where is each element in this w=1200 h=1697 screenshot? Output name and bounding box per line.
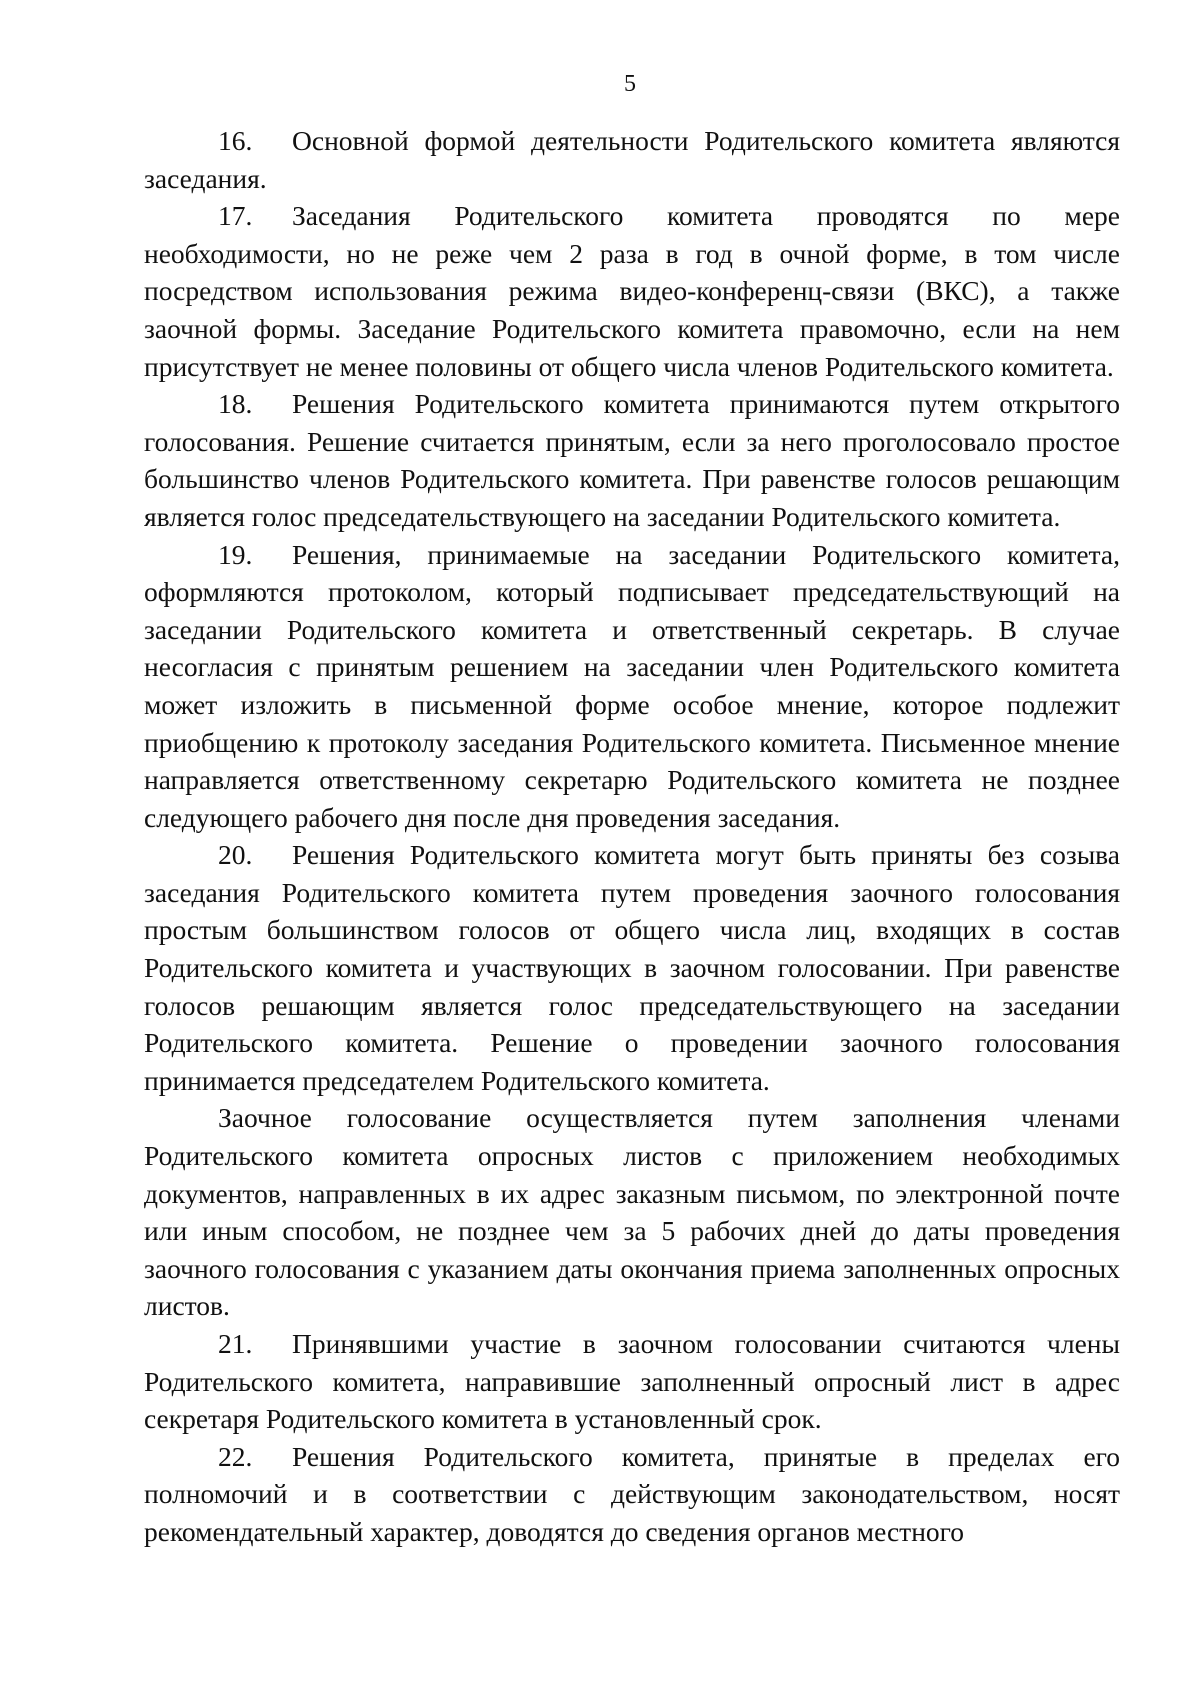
paragraph-19 <box>144 536 1120 837</box>
paragraph-text: Заочное голосование осуществляется путем заполнения членами Родительского комитета опросных листов с приложением необходимых документов, направленных в их адрес заказным письмом, по электронной почте или иным способом, не позднее чем за 5 рабочих дней до даты проведения заочного голосования с указанием даты окончания приема заполненных опросных листов. <box>144 1102 1120 1322</box>
paragraph-text: Основной формой деятельности Родительского комитета являются заседания. <box>144 125 1120 194</box>
paragraph-text: Решения Родительского комитета могут быть приняты без созыва заседания Родительского комитета путем проведения заочного голосования простым большинством голосов от общего числа лиц, входящих в состав Родительского комитета и участвующих в заочном голосовании. При равенстве голосов решающим является голос председательствующего на заседании Родительского комитета. Решение о проведении заочного голосования принимается председателем Родительского комитета. <box>144 839 1120 1096</box>
paragraph-text: Решения Родительского комитета принимаются путем открытого голосования. Решение считается принятым, если за него проголосовало простое большинство членов Родительского комитета. При равенстве голосов решающим является голос председательствующего на заседании Родительского комитета. <box>144 388 1120 532</box>
paragraph-number: 17. <box>218 200 253 232</box>
page-number: 5 <box>624 71 636 97</box>
paragraph-22 <box>144 1438 1120 1551</box>
paragraph-17 <box>144 197 1120 385</box>
paragraph-number: 22. <box>218 1440 253 1472</box>
paragraph-number: 19. <box>218 538 253 570</box>
paragraph-text: Решения Родительского комитета, принятые в пределах его полномочий и в соответствии с действующим законодательством, носят рекомендательный характер, доводятся до сведения органов местного <box>144 1440 1120 1547</box>
paragraph-number: 21. <box>218 1328 253 1359</box>
paragraph-20-continuation <box>144 1099 1120 1325</box>
paragraph-text: Решения, принимаемые на заседании Родительского комитета, оформляются протоколом, который подписывает председательствующий на заседании Родительского комитета и ответственный секретарь. В случае несогласия с принятым решением на заседании член Родительского комитета может изложить в письменной форме особое мнение, которое подлежит приобщению к протоколу заседания Родительского комитета. Письменное мнение направляется ответственному секретарю Родительского комитета не позднее следующего рабочего дня после дня проведения заседания. <box>144 538 1120 833</box>
document-body <box>144 122 1120 1551</box>
paragraph-number: 18. <box>218 388 253 420</box>
paragraph-18 <box>144 385 1120 535</box>
paragraph-number: 16. <box>218 125 253 156</box>
paragraph-number: 20. <box>218 839 253 871</box>
paragraph-16 <box>144 122 1120 197</box>
paragraph-20 <box>144 836 1120 1099</box>
paragraph-21 <box>144 1325 1120 1438</box>
paragraph-text: Принявшими участие в заочном голосовании считаются члены Родительского комитета, направившие заполненный опросный лист в адрес секретаря Родительского комитета в установленный срок. <box>144 1328 1120 1435</box>
paragraph-text: Заседания Родительского комитета проводятся по мере необходимости, но не реже чем 2 раза в год в очной форме, в том числе посредством использования режима видео-конференц-связи (ВКС), а также заочной формы. Заседание Родительского комитета правомочно, если на нем присутствует не менее половины от общего числа членов Родительского комитета. <box>144 200 1120 382</box>
